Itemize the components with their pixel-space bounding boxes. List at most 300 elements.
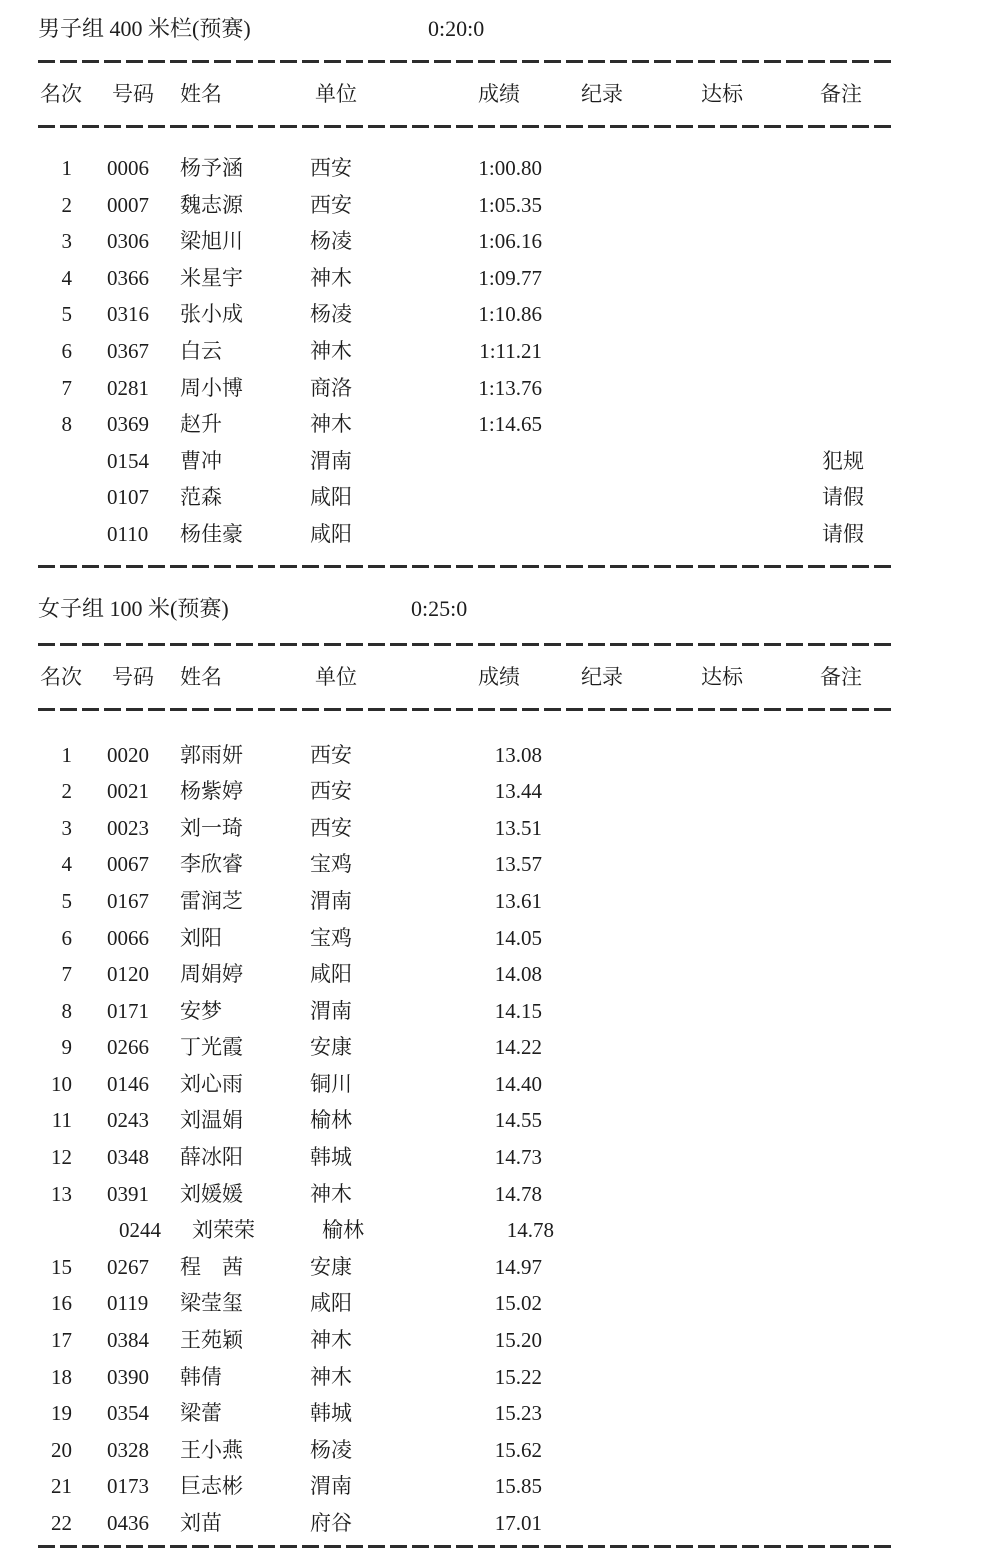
result-cell: 13.44 — [494, 779, 542, 804]
number-cell: 0328 — [107, 1437, 149, 1462]
remark-cell — [782, 1322, 882, 1359]
result-cell: 1:09.77 — [478, 265, 542, 290]
table-row — [38, 1505, 1000, 1542]
rank-cell: 2 — [61, 192, 72, 217]
table-row — [38, 1285, 1000, 1322]
standard-cell — [662, 846, 782, 883]
number-cell: 0067 — [107, 852, 149, 877]
standard-cell — [662, 1285, 782, 1322]
number-cell: 0154 — [107, 448, 149, 473]
rank-cell: 7 — [61, 962, 72, 987]
standard-cell — [662, 993, 782, 1030]
record-cell — [542, 1285, 662, 1322]
unit-cell: 府谷 — [310, 1511, 352, 1535]
record-cell — [542, 479, 662, 516]
table-row — [38, 956, 1000, 993]
standard-cell — [662, 1102, 782, 1139]
name-cell: 杨佳豪 — [180, 521, 243, 546]
name-cell: 丁光霞 — [180, 1035, 243, 1060]
rank-cell: 3 — [61, 229, 72, 254]
header-number: 号码 — [112, 664, 154, 689]
table-row — [50, 1212, 1000, 1249]
rank-cell: 7 — [61, 375, 72, 400]
record-cell — [542, 810, 662, 847]
table-row — [38, 1066, 1000, 1103]
rank-cell: 16 — [51, 1291, 72, 1316]
number-cell: 0366 — [107, 265, 149, 290]
unit-cell: 渭南 — [310, 998, 352, 1023]
result-cell: 15.85 — [494, 1474, 542, 1499]
rank-cell: 10 — [51, 1071, 72, 1096]
record-cell — [542, 150, 662, 187]
record-cell — [542, 1066, 662, 1103]
unit-cell: 西安 — [310, 779, 352, 804]
unit-cell: 神木 — [310, 338, 352, 363]
rank-cell: 1 — [61, 156, 72, 180]
result-cell: 13.51 — [494, 815, 542, 840]
unit-cell: 杨凌 — [310, 1437, 352, 1462]
number-cell: 0369 — [107, 412, 149, 437]
remark-cell — [782, 737, 882, 774]
table-row — [38, 1322, 1000, 1359]
name-cell: 王小燕 — [180, 1437, 243, 1462]
unit-cell: 神木 — [310, 412, 352, 437]
standard-cell — [662, 479, 782, 516]
remark-cell — [782, 406, 882, 443]
number-cell: 0348 — [107, 1145, 149, 1170]
number-cell: 0146 — [107, 1071, 149, 1096]
record-cell — [542, 883, 662, 920]
name-cell: 刘心雨 — [180, 1071, 243, 1096]
result-cell: 15.22 — [494, 1364, 542, 1389]
unit-cell: 渭南 — [310, 1474, 352, 1499]
standard-cell — [662, 296, 782, 333]
name-cell: 白云 — [180, 338, 222, 363]
record-cell — [542, 1359, 662, 1396]
table-row — [38, 296, 1000, 333]
table-row — [38, 370, 1000, 407]
result-cell: 14.55 — [494, 1108, 542, 1133]
rank-cell: 6 — [61, 925, 72, 950]
unit-cell: 神木 — [310, 1328, 352, 1353]
name-cell: 梁蕾 — [180, 1401, 222, 1426]
result-cell: 15.02 — [494, 1291, 542, 1316]
record-cell — [542, 846, 662, 883]
number-cell: 0007 — [107, 192, 149, 217]
number-cell: 0384 — [107, 1328, 149, 1353]
remark-cell — [782, 920, 882, 957]
name-cell: 刘荣荣 — [192, 1218, 255, 1243]
name-cell: 梁旭川 — [180, 229, 243, 254]
name-cell: 刘一琦 — [180, 815, 243, 840]
name-cell: 米星宇 — [180, 265, 243, 290]
table-row — [38, 406, 1000, 443]
result-cell — [422, 516, 542, 553]
result-cell — [422, 479, 542, 516]
result-cell: 15.20 — [494, 1328, 542, 1353]
name-cell: 刘温娟 — [180, 1108, 243, 1133]
result-cell: 14.05 — [494, 925, 542, 950]
remark-cell — [782, 883, 882, 920]
rank-cell: 19 — [51, 1401, 72, 1426]
unit-cell: 渭南 — [310, 448, 352, 473]
record-cell — [542, 1029, 662, 1066]
record-cell — [542, 333, 662, 370]
record-cell — [542, 1176, 662, 1213]
remark-cell — [782, 1285, 882, 1322]
record-cell — [542, 956, 662, 993]
remark-cell — [782, 150, 882, 187]
result-cell: 17.01 — [494, 1511, 542, 1535]
event-title: 女子组 100 米(预赛) — [38, 595, 229, 621]
header-record: 纪录 — [581, 82, 623, 106]
rank-cell: 5 — [61, 302, 72, 327]
table-row — [38, 1176, 1000, 1213]
name-cell: 薛冰阳 — [180, 1145, 243, 1170]
unit-cell: 渭南 — [310, 888, 352, 913]
rank-cell: 4 — [61, 265, 72, 290]
header-name: 姓名 — [180, 82, 222, 106]
standard-cell — [662, 1432, 782, 1469]
table-row — [38, 883, 1000, 920]
header-name: 姓名 — [180, 664, 222, 689]
number-cell: 0267 — [107, 1254, 149, 1279]
remark-cell — [782, 370, 882, 407]
rank-cell: 11 — [51, 1108, 72, 1133]
standard-cell — [662, 1029, 782, 1066]
table-row — [38, 1395, 1000, 1432]
rank-cell: 5 — [61, 888, 72, 913]
result-cell: 14.78 — [506, 1218, 554, 1243]
number-cell: 0120 — [107, 962, 149, 987]
standard-cell — [662, 333, 782, 370]
number-cell: 0020 — [107, 742, 149, 767]
remark-cell — [782, 1176, 882, 1213]
unit-cell: 安康 — [310, 1254, 352, 1279]
name-cell: 魏志源 — [180, 192, 243, 217]
name-cell: 韩倩 — [180, 1364, 222, 1389]
header-result: 成绩 — [478, 664, 520, 689]
table-header — [38, 63, 1000, 125]
result-cell: 14.40 — [494, 1071, 542, 1096]
standard-cell — [674, 1212, 794, 1249]
number-cell: 0244 — [119, 1218, 161, 1243]
remark-cell — [782, 333, 882, 370]
name-cell: 郭雨妍 — [180, 742, 243, 767]
result-cell: 14.97 — [494, 1254, 542, 1279]
number-cell: 0171 — [107, 998, 149, 1023]
remark-cell — [782, 260, 882, 297]
remark-cell — [782, 1029, 882, 1066]
number-cell: 0243 — [107, 1108, 149, 1133]
record-cell — [542, 1395, 662, 1432]
unit-cell: 西安 — [310, 192, 352, 217]
result-cell: 1:05.35 — [478, 192, 542, 217]
unit-cell: 铜川 — [310, 1071, 352, 1096]
remark-cell — [782, 1139, 882, 1176]
standard-cell — [662, 883, 782, 920]
standard-cell — [662, 406, 782, 443]
table-row — [38, 1029, 1000, 1066]
section-title-row — [38, 594, 1000, 624]
record-cell — [542, 737, 662, 774]
table-row — [38, 150, 1000, 187]
rank-cell: 22 — [51, 1511, 72, 1535]
table-row — [38, 1249, 1000, 1286]
remark-cell: 请假 — [822, 521, 864, 546]
result-cell: 1:06.16 — [478, 229, 542, 254]
separator-line — [38, 708, 893, 711]
unit-cell: 商洛 — [310, 375, 352, 400]
table-row — [38, 187, 1000, 224]
unit-cell: 杨凌 — [310, 229, 352, 254]
event-time: 0:20:0 — [428, 16, 485, 41]
record-cell — [542, 260, 662, 297]
unit-cell: 安康 — [310, 1035, 352, 1060]
remark-cell — [782, 810, 882, 847]
remark-cell — [794, 1212, 894, 1249]
table-row — [38, 516, 1000, 553]
remark-cell: 请假 — [822, 485, 864, 510]
name-cell: 曹冲 — [180, 448, 222, 473]
result-cell: 14.15 — [494, 998, 542, 1023]
number-cell: 0023 — [107, 815, 149, 840]
result-cell: 15.23 — [494, 1401, 542, 1426]
standard-cell — [662, 223, 782, 260]
remark-cell — [782, 187, 882, 224]
table-row — [38, 443, 1000, 480]
name-cell: 刘苗 — [180, 1511, 222, 1535]
table-row — [38, 1102, 1000, 1139]
unit-cell: 咸阳 — [310, 521, 352, 546]
remark-cell — [782, 1249, 882, 1286]
name-cell: 巨志彬 — [180, 1474, 243, 1499]
table-row — [38, 479, 1000, 516]
number-cell: 0006 — [107, 156, 149, 180]
rank-cell: 9 — [61, 1035, 72, 1060]
number-cell: 0354 — [107, 1401, 149, 1426]
standard-cell — [662, 1395, 782, 1432]
header-result: 成绩 — [478, 82, 520, 106]
rank-cell — [38, 516, 72, 553]
remark-cell — [782, 1395, 882, 1432]
table-row — [38, 920, 1000, 957]
section-mens-400m-hurdles — [38, 14, 1000, 568]
remark-cell — [782, 846, 882, 883]
record-cell — [542, 1432, 662, 1469]
standard-cell — [662, 516, 782, 553]
header-rank: 名次 — [40, 664, 82, 689]
table-row — [38, 1359, 1000, 1396]
table-row — [38, 773, 1000, 810]
rank-cell: 3 — [61, 815, 72, 840]
result-cell: 13.61 — [494, 888, 542, 913]
name-cell: 安梦 — [180, 998, 222, 1023]
unit-cell: 咸阳 — [310, 1291, 352, 1316]
rank-cell: 1 — [61, 742, 72, 767]
number-cell: 0436 — [107, 1511, 149, 1535]
standard-cell — [662, 810, 782, 847]
record-cell — [542, 370, 662, 407]
rank-cell: 2 — [61, 779, 72, 804]
standard-cell — [662, 187, 782, 224]
table-row — [38, 333, 1000, 370]
number-cell: 0110 — [107, 521, 149, 546]
standard-cell — [662, 1322, 782, 1359]
remark-cell — [782, 993, 882, 1030]
standard-cell — [662, 1505, 782, 1542]
rank-cell: 13 — [51, 1181, 72, 1206]
rank-cell — [38, 479, 72, 516]
name-cell: 周小博 — [180, 375, 243, 400]
separator-line — [38, 1545, 893, 1548]
name-cell: 刘媛媛 — [180, 1181, 243, 1206]
header-unit: 单位 — [315, 664, 357, 689]
record-cell — [542, 920, 662, 957]
header-remark: 备注 — [820, 664, 862, 689]
result-cell: 14.08 — [494, 962, 542, 987]
standard-cell — [662, 1139, 782, 1176]
unit-cell: 咸阳 — [310, 485, 352, 510]
section-womens-100m — [38, 594, 1000, 1548]
name-cell: 范森 — [180, 485, 222, 510]
section-title-row — [38, 14, 1000, 44]
rank-cell: 17 — [51, 1328, 72, 1353]
table-row — [38, 846, 1000, 883]
standard-cell — [662, 1468, 782, 1505]
name-cell: 赵升 — [180, 412, 222, 437]
header-standard: 达标 — [701, 664, 743, 689]
record-cell — [542, 773, 662, 810]
remark-cell — [782, 1505, 882, 1542]
rank-cell: 18 — [51, 1364, 72, 1389]
standard-cell — [662, 443, 782, 480]
remark-cell — [782, 1102, 882, 1139]
number-cell: 0266 — [107, 1035, 149, 1060]
table-body — [38, 737, 1000, 1542]
rank-cell: 15 — [51, 1254, 72, 1279]
table-row — [38, 223, 1000, 260]
name-cell: 程 茜 — [180, 1254, 243, 1279]
record-cell — [554, 1212, 674, 1249]
record-cell — [542, 296, 662, 333]
table-header — [38, 646, 1000, 708]
remark-cell — [782, 1066, 882, 1103]
number-cell: 0167 — [107, 888, 149, 913]
result-cell: 1:10.86 — [478, 302, 542, 327]
standard-cell — [662, 920, 782, 957]
remark-cell — [782, 773, 882, 810]
remark-cell — [782, 956, 882, 993]
result-cell: 1:00.80 — [478, 156, 542, 180]
header-standard: 达标 — [701, 82, 743, 106]
rank-cell: 4 — [61, 852, 72, 877]
standard-cell — [662, 1176, 782, 1213]
record-cell — [542, 516, 662, 553]
unit-cell: 宝鸡 — [310, 852, 352, 877]
unit-cell: 神木 — [310, 265, 352, 290]
header-unit: 单位 — [315, 82, 357, 106]
standard-cell — [662, 956, 782, 993]
number-cell: 0390 — [107, 1364, 149, 1389]
standard-cell — [662, 737, 782, 774]
rank-cell: 6 — [61, 338, 72, 363]
result-cell: 13.57 — [494, 852, 542, 877]
number-cell: 0281 — [107, 375, 149, 400]
table-row — [38, 1432, 1000, 1469]
result-cell: 14.73 — [494, 1145, 542, 1170]
remark-cell — [782, 1432, 882, 1469]
record-cell — [542, 993, 662, 1030]
unit-cell: 西安 — [310, 742, 352, 767]
header-remark: 备注 — [820, 82, 862, 106]
record-cell — [542, 1468, 662, 1505]
table-row — [38, 260, 1000, 297]
table-row — [38, 993, 1000, 1030]
number-cell: 0119 — [107, 1291, 149, 1316]
record-cell — [542, 223, 662, 260]
rank-cell — [38, 443, 72, 480]
unit-cell: 神木 — [310, 1181, 352, 1206]
header-number: 号码 — [112, 82, 154, 106]
unit-cell: 杨凌 — [310, 302, 352, 327]
standard-cell — [662, 150, 782, 187]
record-cell — [542, 1102, 662, 1139]
unit-cell: 韩城 — [310, 1145, 352, 1170]
name-cell: 李欣睿 — [180, 852, 243, 877]
standard-cell — [662, 1249, 782, 1286]
number-cell: 0316 — [107, 302, 149, 327]
result-cell: 1:14.65 — [478, 412, 542, 437]
remark-cell — [782, 1468, 882, 1505]
number-cell: 0173 — [107, 1474, 149, 1499]
standard-cell — [662, 1359, 782, 1396]
unit-cell: 榆林 — [310, 1108, 352, 1133]
remark-cell: 犯规 — [822, 448, 864, 473]
table-row — [38, 1468, 1000, 1505]
rank-cell: 12 — [51, 1145, 72, 1170]
number-cell: 0066 — [107, 925, 149, 950]
standard-cell — [662, 370, 782, 407]
record-cell — [542, 1139, 662, 1176]
standard-cell — [662, 260, 782, 297]
unit-cell: 神木 — [310, 1364, 352, 1389]
unit-cell: 西安 — [310, 815, 352, 840]
result-cell — [422, 443, 542, 480]
record-cell — [542, 1249, 662, 1286]
rank-cell: 8 — [61, 412, 72, 437]
standard-cell — [662, 773, 782, 810]
event-time: 0:25:0 — [411, 595, 468, 621]
unit-cell: 榆林 — [322, 1218, 364, 1243]
rank-cell: 21 — [51, 1474, 72, 1499]
name-cell: 刘阳 — [180, 925, 222, 950]
unit-cell: 韩城 — [310, 1401, 352, 1426]
remark-cell — [782, 296, 882, 333]
header-rank: 名次 — [40, 82, 82, 106]
unit-cell: 西安 — [310, 156, 352, 180]
name-cell: 张小成 — [180, 302, 243, 327]
name-cell: 雷润芝 — [180, 888, 243, 913]
result-cell: 14.22 — [494, 1035, 542, 1060]
name-cell: 杨予涵 — [180, 156, 243, 180]
rank-cell: 8 — [61, 998, 72, 1023]
table-row — [38, 1139, 1000, 1176]
result-cell: 1:13.76 — [478, 375, 542, 400]
number-cell: 0367 — [107, 338, 149, 363]
rank-cell — [50, 1212, 84, 1249]
number-cell: 0391 — [107, 1181, 149, 1206]
